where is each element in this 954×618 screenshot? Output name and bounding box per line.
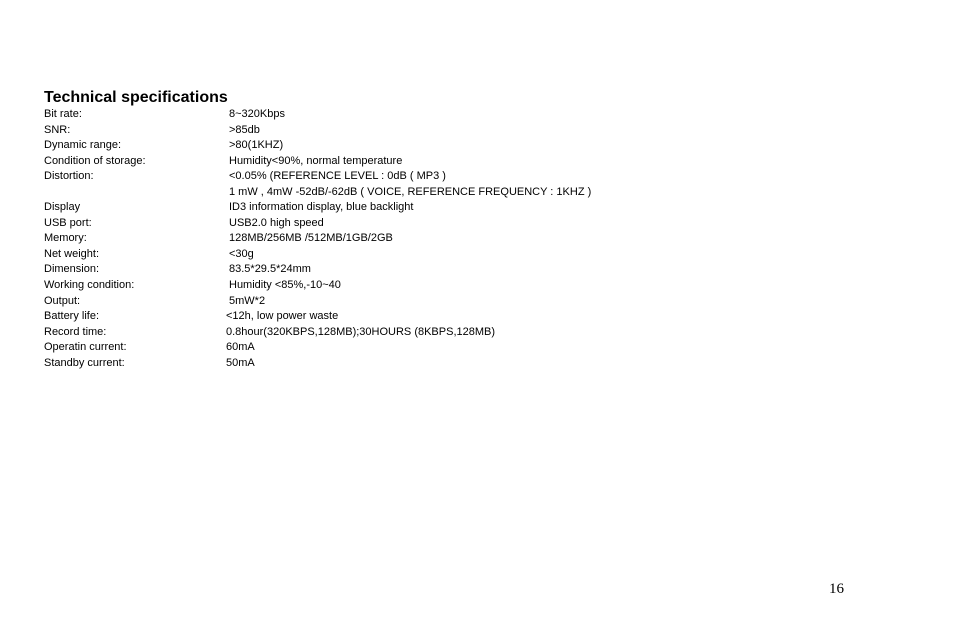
section-title: Technical specifications	[44, 89, 228, 106]
spec-value: USB2.0 high speed	[229, 216, 324, 229]
spec-row	[44, 231, 844, 247]
spec-row	[44, 185, 844, 201]
spec-row	[44, 356, 844, 372]
spec-value: 83.5*29.5*24mm	[229, 263, 311, 276]
spec-row	[44, 216, 844, 232]
spec-row	[44, 154, 844, 170]
spec-label: Battery life:	[44, 310, 100, 323]
spec-value: <12h, low power waste	[226, 310, 339, 323]
spec-label: USB port:	[44, 216, 92, 229]
spec-value: 5mW*2	[229, 294, 266, 307]
spec-row	[44, 325, 844, 341]
spec-label: Operatin current:	[44, 341, 127, 354]
spec-value: 50mA	[226, 356, 255, 369]
spec-row	[44, 138, 844, 154]
spec-value: 0.8hour(320KBPS,128MB);30HOURS (8KBPS,128MB)	[226, 325, 496, 338]
page-number: 16	[829, 581, 844, 597]
spec-row	[44, 340, 844, 356]
spec-label: Standby current:	[44, 356, 125, 369]
spec-label: SNR:	[44, 123, 71, 136]
spec-value: <30g	[229, 247, 254, 260]
spec-label: Working condition:	[44, 279, 135, 292]
spec-table	[44, 107, 844, 371]
spec-value: 1 mW , 4mW -52dB/-62dB ( VOICE, REFERENCE FREQUENCY : 1KHZ )	[229, 185, 592, 198]
spec-label: Record time:	[44, 325, 107, 338]
spec-row	[44, 309, 844, 325]
spec-row	[44, 169, 844, 185]
spec-label: Dimension:	[44, 263, 100, 276]
spec-label: Memory:	[44, 232, 87, 245]
spec-value: <0.05% (REFERENCE LEVEL : 0dB ( MP3 )	[229, 170, 446, 183]
spec-label: Dynamic range:	[44, 139, 122, 152]
spec-label: Condition of storage:	[44, 154, 146, 167]
spec-value: >80(1KHZ)	[229, 139, 284, 152]
spec-value: 60mA	[226, 341, 255, 354]
spec-value: 128MB/256MB /512MB/1GB/2GB	[229, 232, 393, 245]
spec-label: Display	[44, 201, 81, 214]
spec-label: Bit rate:	[44, 108, 82, 120]
spec-row	[44, 107, 844, 123]
spec-value: 8~320Kbps	[229, 108, 285, 120]
spec-row	[44, 262, 844, 278]
spec-value: Humidity<90%, normal temperature	[229, 154, 403, 167]
spec-value: Humidity <85%,-10~40	[229, 279, 341, 292]
spec-label: Net weight:	[44, 247, 100, 260]
spec-row	[44, 247, 844, 263]
spec-label: Output:	[44, 294, 81, 307]
spec-row	[44, 294, 844, 310]
spec-value: ID3 information display, blue backlight	[229, 201, 414, 214]
spec-value: >85db	[229, 123, 260, 136]
spec-row	[44, 200, 844, 216]
spec-label: Distortion:	[44, 170, 94, 183]
spec-row	[44, 278, 844, 294]
spec-row	[44, 123, 844, 139]
